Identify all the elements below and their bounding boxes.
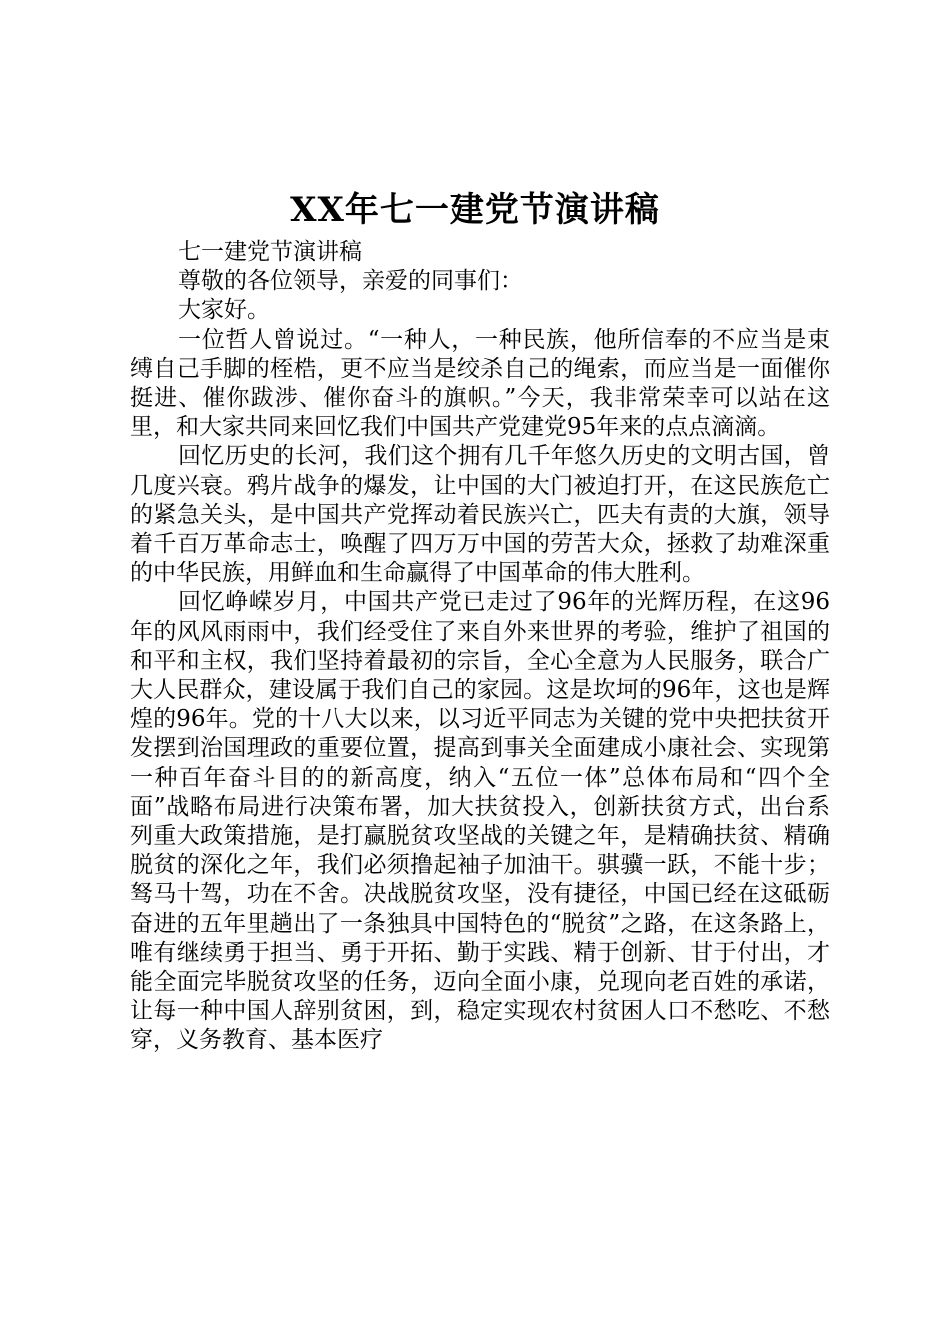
- paragraph-history: 回忆历史的长河，我们这个拥有几千年悠久历史的文明古国，曾几度兴衰。鸦片战争的爆发，让中国的大门被迫打开，在这民族危亡的紧急关头，是中国共产党挥动着民族兴亡，匹夫有责的大旗，领导着千百万革命志士，唤醒了四万万中国的劳苦大众，拯救了劫难深重的中华民族，用鲜血和生命赢得了中国革命的伟大胜利。: [130, 443, 830, 587]
- paragraph-years: 回忆峥嵘岁月，中国共产党已走过了96年的光辉历程，在这96年的风风雨雨中，我们经受住了来自外来世界的考验，维护了祖国的和平和主权，我们坚持着最初的宗旨，全心全意为人民服务，联合广大人民群众，建设属于我们自己的家园。这是坎坷的96年，这也是辉煌的96年。党的十八大以来，以习近平同志为关键的党中央把扶贫开发摆到治国理政的重要位置，提高到事关全面建成小康社会、实现第一种百年奋斗目的的新高度，纳入“五位一体”总体布局和“四个全面”战略布局进行决策布署，加大扶贫投入，创新扶贫方式，出台系列重大政策措施，是打赢脱贫攻坚战的关键之年，是精确扶贫、精确脱贫的深化之年，我们必须撸起袖子加油干。骐骥一跃，不能十步；驽马十驾，功在不舍。决战脱贫攻坚，没有捷径，中国已经在这砥砺奋进的五年里趟出了一条独具中国特色的“脱贫”之路，在这条路上，唯有继续勇于担当、勇于开拓、勤于实践、精于创新、甘于付出，才能全面完毕脱贫攻坚的任务，迈向全面小康，兑现向老百姓的承诺，让每一种中国人辞别贫困，到，稳定实现农村贫困人口不愁吃、不愁穿，义务教育、基本医疗: [130, 589, 830, 1054]
- paragraph-subtitle: 七一建党节演讲稿: [178, 239, 362, 265]
- document-body: [130, 238, 830, 1056]
- paragraph-salutation: 尊敬的各位领导，亲爱的同事们：: [178, 268, 523, 295]
- document-title: XX年七一建党节演讲稿: [290, 190, 660, 230]
- paragraph-opening: 一位哲人曾说过。“一种人，一种民族，他所信奉的不应当是束缚自己手脚的桎梏，更不应当是绞杀自己的绳索，而应当是一面催你挺进、催你跋涉、催你奋斗的旗帜。”今天，我非常荣幸可以站在这里，和大家共同来回忆我们中国共产党建党95年来的点点滴滴。: [130, 326, 830, 441]
- paragraph-greeting: 大家好。: [178, 297, 270, 324]
